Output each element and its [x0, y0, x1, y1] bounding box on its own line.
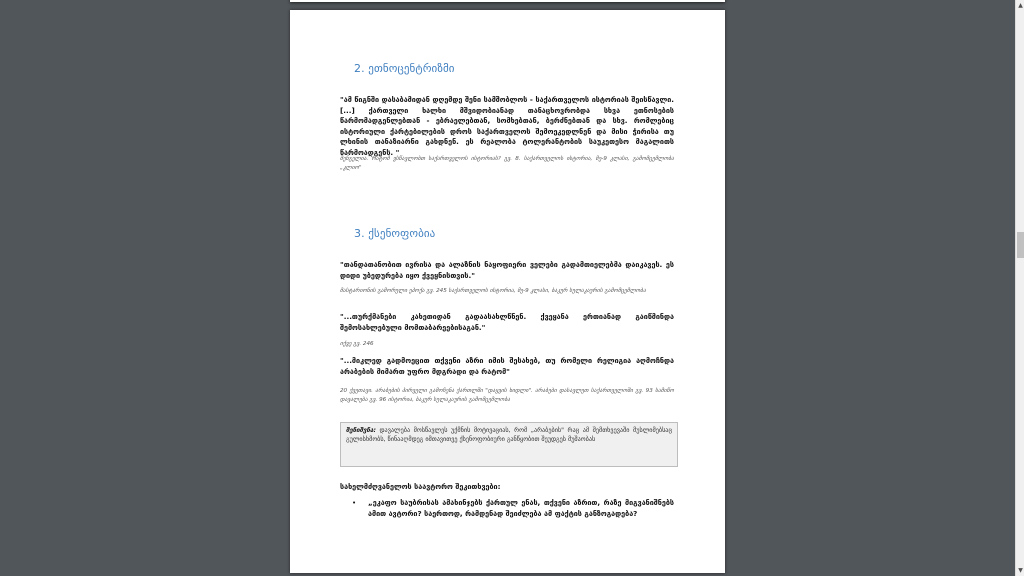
quote-ethnocentrism: "ამ წიგნში დასაბამიდან დღემდე შენი სამშობლოს - საქართველოს ისტორიას შეისწავლი. [...] ქართველი ხალხი მშვიდობიანად თანაცხოვრობდა სხვა ეთნოსების წარმომადგენლებთან - ებრაელებთან, სომხებთან, ბერძნებთან და სხვ. რომლებიც ისტორიული ქარტებილების დროს საქართველოს შემოეკედლნენ და მისი ჭირისა თუ ლხინის თანაზიარნი გახდნენ. ეს რეალობა ტოლერანტობის საუკეთესო მაგალითს წარმოადგენს. "	[340, 95, 674, 157]
vertical-scrollbar[interactable]	[1015, 0, 1024, 576]
question-text: „ეკაფო საუბრისას ამახინჯებს ქართულ ენას, თქვენი აზრით, რაზე მიგვანიშნებს ამით ავტორი? საერთოდ, რამდენად შეიძლება ამ ფაქტის განზოგადება?	[368, 498, 674, 518]
note-box	[340, 422, 678, 467]
quote-xenophobia-2: "...თურქმანები კახეთიდან გადაასახლწნენ. ქვეყანა ერთიანად გაიწმინდა შემოსახლებული მომთაბარეებისაგან."	[340, 312, 674, 332]
section-heading-ethnocentrism: 2. ეთნოცენტრიზმი	[354, 62, 455, 75]
quote-xenophobia-3: "...მიკლედ გადმოეცით თქვენი აზრი იმის შესახებ, თუ რომელი რელიგია აღმოჩნდა არაბების მიმართ უფრო მდგრადი და რატომ"	[340, 356, 674, 376]
section-heading-xenophobia: 3. ქსენოფობია	[354, 227, 436, 240]
note-text: დავალება მოსწავლეს უქმნის მოტივაციას, რომ „არაბების" რაც ამ შემთხვევაში მუსლიმებსაც გულისხმობს, წინააღმდეგ იმთავითვე ქსენოფობიური განწყობით შეუდგეს მუშაობას	[346, 427, 672, 444]
bullet-icon: •	[352, 499, 357, 507]
list-item	[352, 498, 674, 519]
citation-xenophobia-2: იქვე გვ. 246	[340, 341, 374, 347]
scroll-up-icon[interactable]: ▲	[1018, 2, 1023, 9]
previous-page	[290, 0, 725, 2]
citation-xenophobia-1: მასტარიონის გამორული ეპოქა გვ. 245 საქართველოს ისტორია, მე-9 კლასი, ბაკურ სულაკაურის გამომცემლობა	[340, 288, 646, 294]
quote-xenophobia-1: "თანდათანობით ივრისა და ალაზნის ნაყოფიერი ველები გადამთიელებმა დაიკავეს. ეს დიდი უბედურება იყო ქვეყნისთვის."	[340, 260, 674, 280]
scrollbar-thumb[interactable]	[1017, 232, 1024, 258]
scroll-down-icon[interactable]: ▼	[1018, 567, 1023, 574]
note-label: შენიშვნა:	[346, 427, 376, 434]
citation-ethnocentrism: შენგელია. რატომ ვსწავლობთ საქართველოს ისტორიას? გვ. 8. საქართველოს ისტორია, მე-9 კლასი, გამომცემლობა „კლიო"	[340, 156, 674, 172]
author-questions-title: სახელმძღვანელოს საავტორო შეკითხვები:	[340, 482, 501, 491]
document-page	[290, 10, 725, 573]
citation-xenophobia-3: 20 ქვეთავი. არაბების პირველი გამოჩენა ქართლში "დაყვის ხიდლი". არაბები დასავლეთ საქართველოში გვ. 93 სამიწო დავალება გვ. 96 ისტორია, ბაკურ სულაკაურის გამომცემლობა	[340, 388, 674, 404]
